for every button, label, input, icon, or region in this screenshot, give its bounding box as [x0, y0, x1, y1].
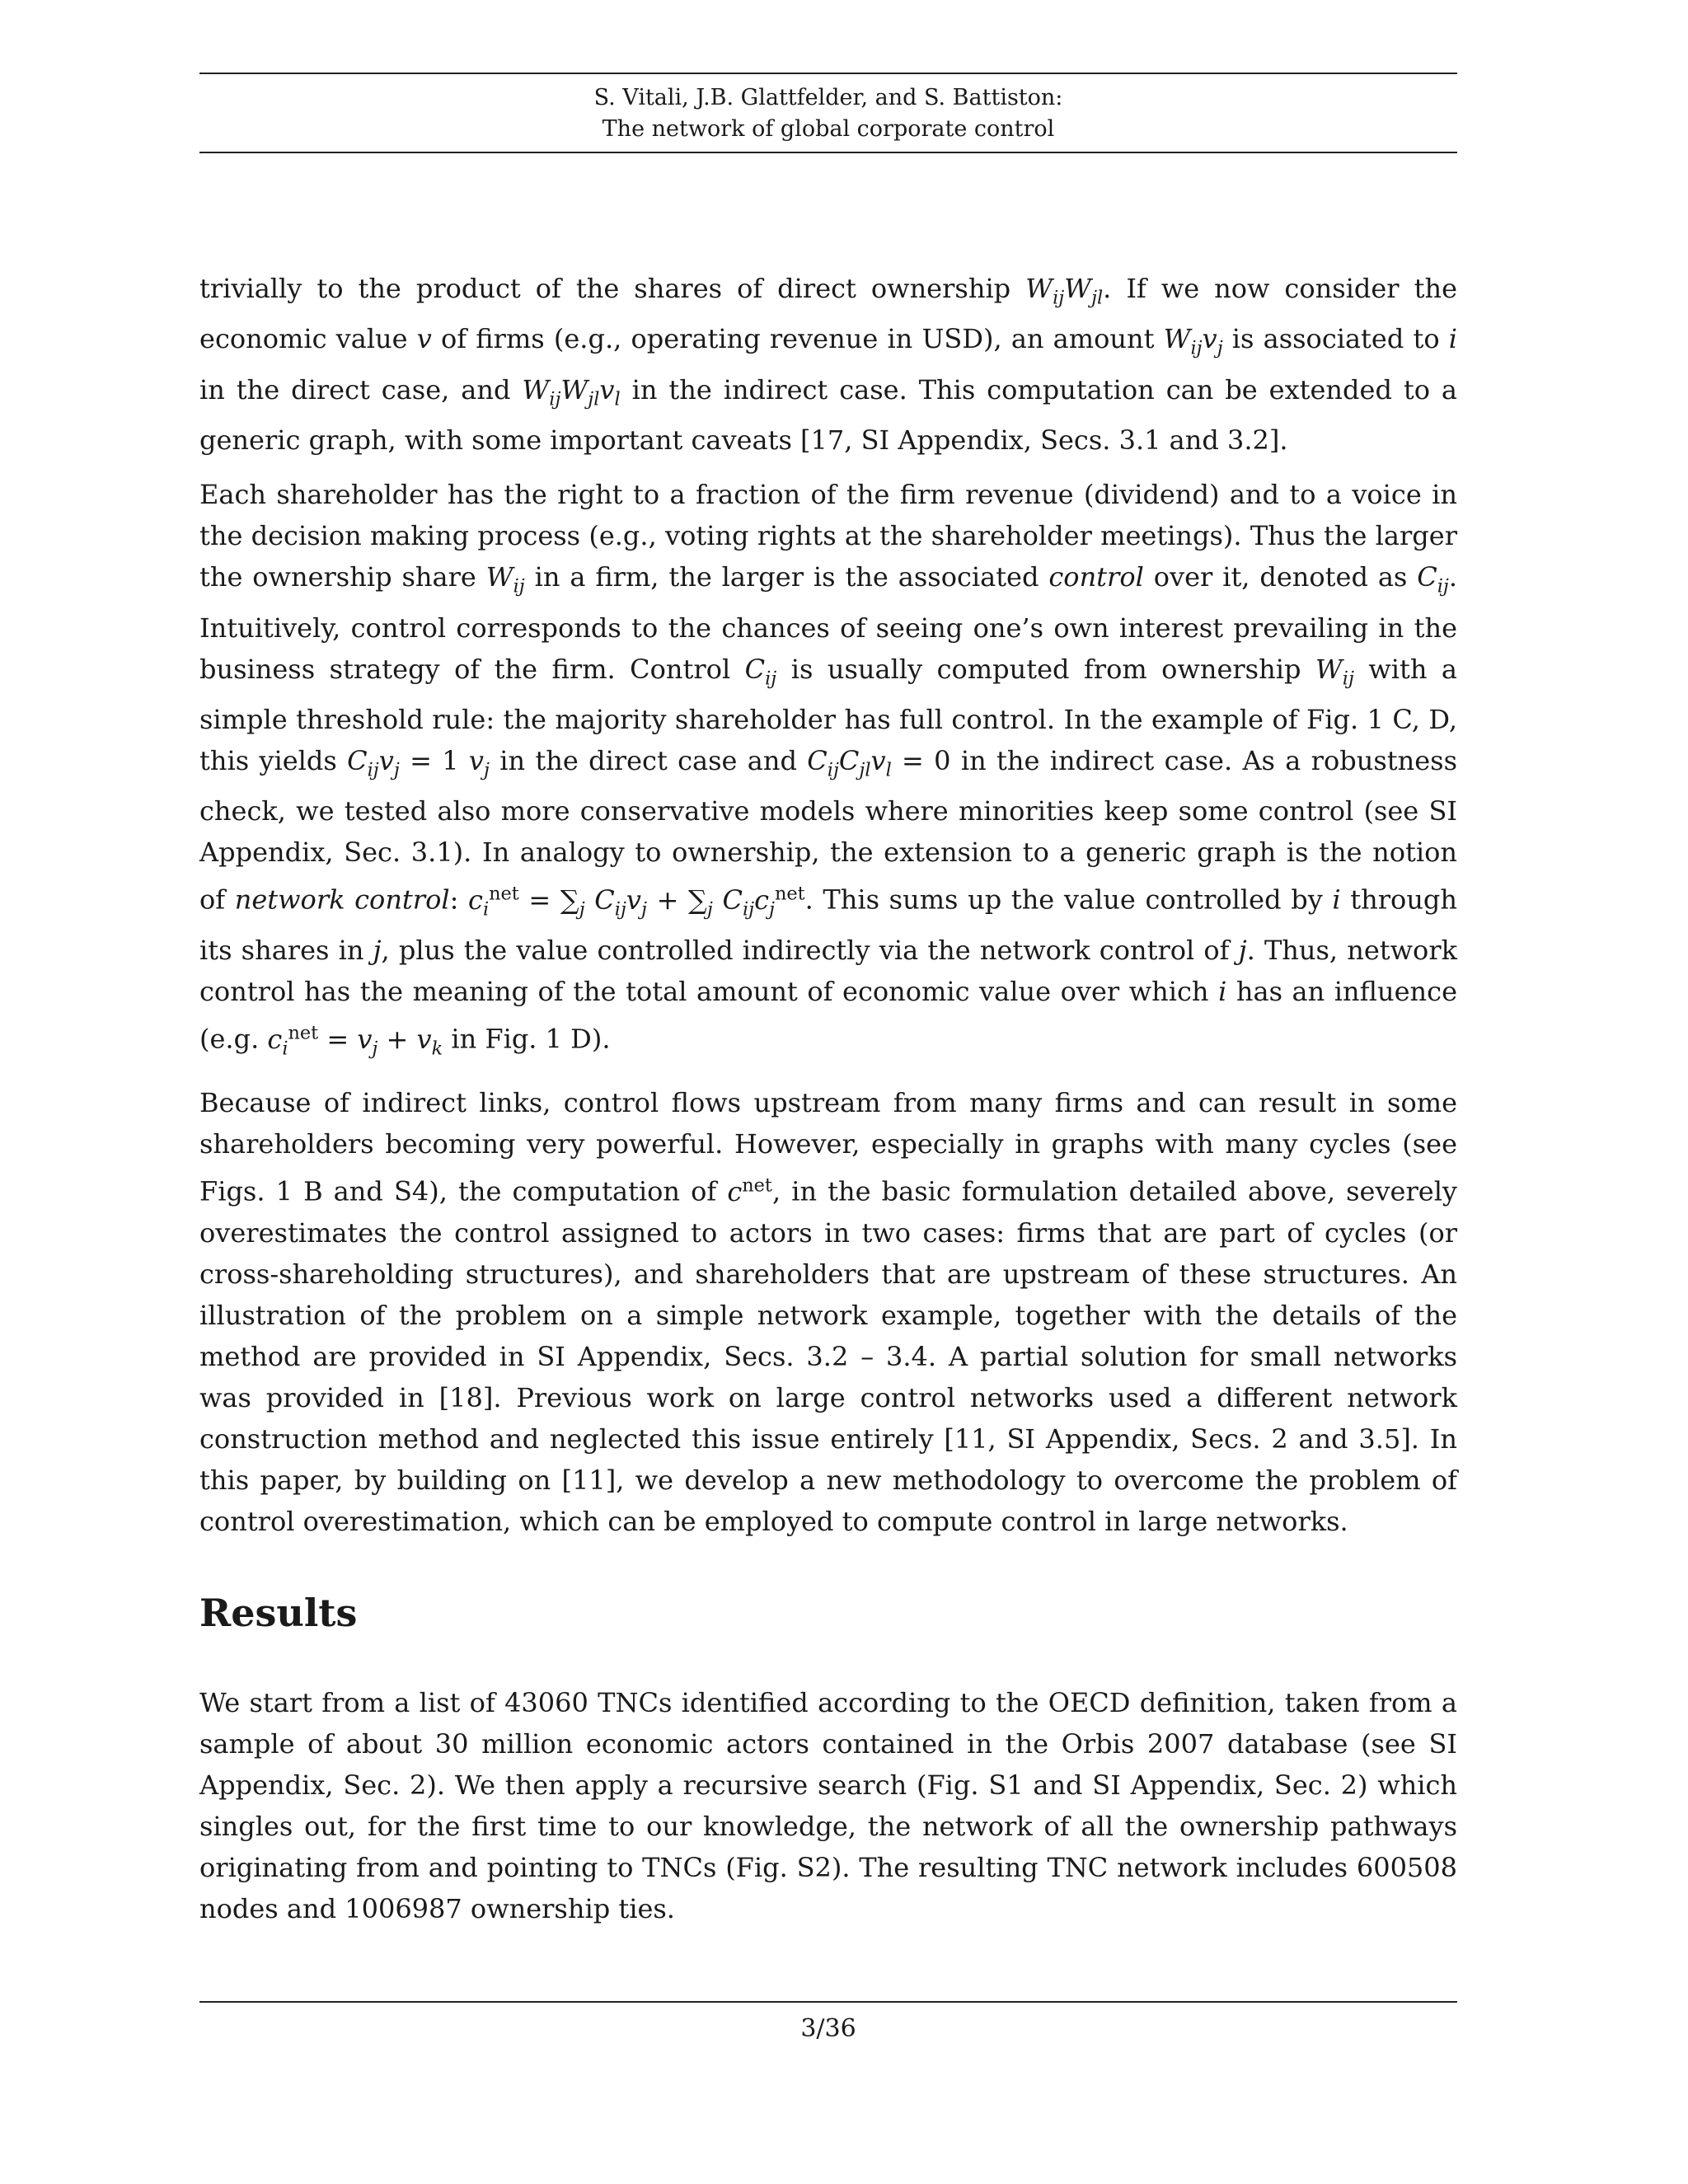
text-run: , in the basic formulation detailed above, severely overestimates the control assigned to actors in two cases: firms that are part of cycles (or cross-shareholding structures), and shareholders that are upstream of these structures. An illustration of the problem on a simple network example, together with the details of the method are provided in SI Appendix, Secs. 3.2 – 3.4. A partial solution for small networks was provided in [18]. Previous work on large control networks used a different network construction method and neglected this issue entirely [11, SI Appendix, Secs. 2 and 3.5]. In this paper, by building on [11], we develop a new methodology to overcome the problem of control overestimation, which can be employed to compute control in large networks.	[199, 1176, 1458, 1538]
text-run: :	[449, 884, 469, 916]
emphasis-control: control	[1048, 561, 1144, 593]
math-cnet-example: $c_i^{net} = v_j + v_k$	[267, 1022, 443, 1060]
paragraph-2	[199, 474, 1457, 1069]
math-WijWjlvl: $W_{ij}W_{jl}v_l$	[522, 373, 621, 410]
math-Cij: $C_{ij}$	[1417, 561, 1449, 598]
text-run: , plus the value controlled indirectly via the network control of	[381, 935, 1239, 967]
math-j: j	[1238, 935, 1247, 967]
math-v: v	[416, 323, 432, 355]
math-i: i	[1218, 976, 1227, 1008]
text-run: . Intuitively, control corresponds to the chances of seeing one’s own interest prevailing in the business strategy of the firm. Control	[199, 561, 1458, 685]
section-title-results: Results	[199, 1591, 358, 1636]
math-j: j	[373, 935, 382, 967]
math-network-control-def: $c_i^{net} = \sum_j$ $C_{ij}v_j + \sum_j$ $C_{ij}c_j^{net}$	[468, 883, 805, 921]
header-title: The network of global corporate control	[602, 116, 1055, 142]
text-run: . Thus, network control has the meaning of the total amount of economic value over which	[199, 935, 1458, 1008]
text-run: through its shares in	[199, 884, 1458, 967]
running-header	[199, 73, 1457, 153]
body-text	[199, 268, 1457, 1943]
text-run: in the indirect case. This computation can be extended to a generic graph, with some important caveats [17, SI Appendix, Secs. 3.1 and 3.2].	[199, 373, 1458, 457]
math-Wijvj: $W_{ij}v_j$	[1163, 323, 1223, 359]
text-run: in the direct case, and	[199, 373, 523, 405]
math-i: i	[1332, 884, 1341, 916]
text-run: is usually computed from ownership	[776, 653, 1315, 685]
text-run: in the direct case and	[489, 744, 808, 776]
text-run: . This sums up the value controlled by	[804, 884, 1333, 916]
text-run: in a firm, the larger is the associated	[524, 561, 1049, 593]
header-authors: S. Vitali, J.B. Glattfelder, and S. Battiston:	[593, 85, 1063, 110]
emphasis-network-control: network control	[234, 884, 450, 916]
math-Cijvj-eq: $C_{ij}v_j = 1$ $v_j$	[347, 744, 490, 781]
paragraph-4: We start from a list of 43060 TNCs identified according to the OECD definition, taken from a sample of about 30 million economic actors contained in the Orbis 2007 database (see SI Appendix, Sec. 2). We then apply a recursive search (Fig. S1 and SI Appendix, Sec. 2) which singles out, for the first time to our knowledge, the network of all the ownership pathways originating from and pointing to TNCs (Fig. S2). The resulting TNC network includes 600508 nodes and 1006987 ownership ties.	[199, 1687, 1457, 1925]
page-number: 3/36	[199, 2001, 1457, 2043]
text-run: with a simple threshold rule: the majority shareholder has full control. In the example of Fig. 1 C, D, this yields	[199, 653, 1457, 776]
paragraph-1	[199, 268, 1457, 461]
math-Cij: $C_{ij}$	[744, 653, 777, 689]
text-run: in the indirect case. As a robustness check, we tested also more conservative models where minorities keep some control (see SI Appendix, Sec. 3.1). In analogy to ownership, the extension to a generic graph is the notion of	[199, 744, 1458, 916]
paragraph-3	[199, 1082, 1457, 1542]
text-run: . If we now consider the economic value	[199, 273, 1458, 355]
text-run: is associated to	[1222, 323, 1449, 355]
text-run: Each shareholder has the right to a fraction of the firm revenue (dividend) and to a voice in the decision making process (e.g., voting rights at the shareholder meetings). Thus the larger the ownership share	[199, 479, 1457, 593]
math-CijCjlvl-eq: $C_{ij}C_{jl}v_l = 0$	[807, 744, 951, 781]
math-Wij: $W_{ij}$	[1315, 653, 1354, 689]
math-Wij: $W_{ij}$	[485, 561, 525, 598]
text-run: Because of indirect links, control flows upstream from many firms and can result in some shareholders becoming very powerful. However, especially in graphs with many cycles (see Figs. 1 B and S4), the computation of	[199, 1087, 1457, 1208]
text-run: trivially to the product of the shares of direct ownership	[199, 273, 1026, 304]
math-WijWjl: $W_{ij}W_{jl}$	[1025, 273, 1104, 309]
math-cnet: $c^{net}$	[727, 1174, 772, 1208]
text-run: has an influence (e.g.	[199, 976, 1458, 1056]
text-run: of firms (e.g., operating revenue in USD), an amount	[431, 323, 1164, 355]
text-run: over it, denoted as	[1143, 561, 1418, 593]
math-i: i	[1448, 323, 1458, 355]
paper-page	[199, 0, 1457, 2184]
text-run: in Fig. 1 D).	[443, 1024, 611, 1056]
